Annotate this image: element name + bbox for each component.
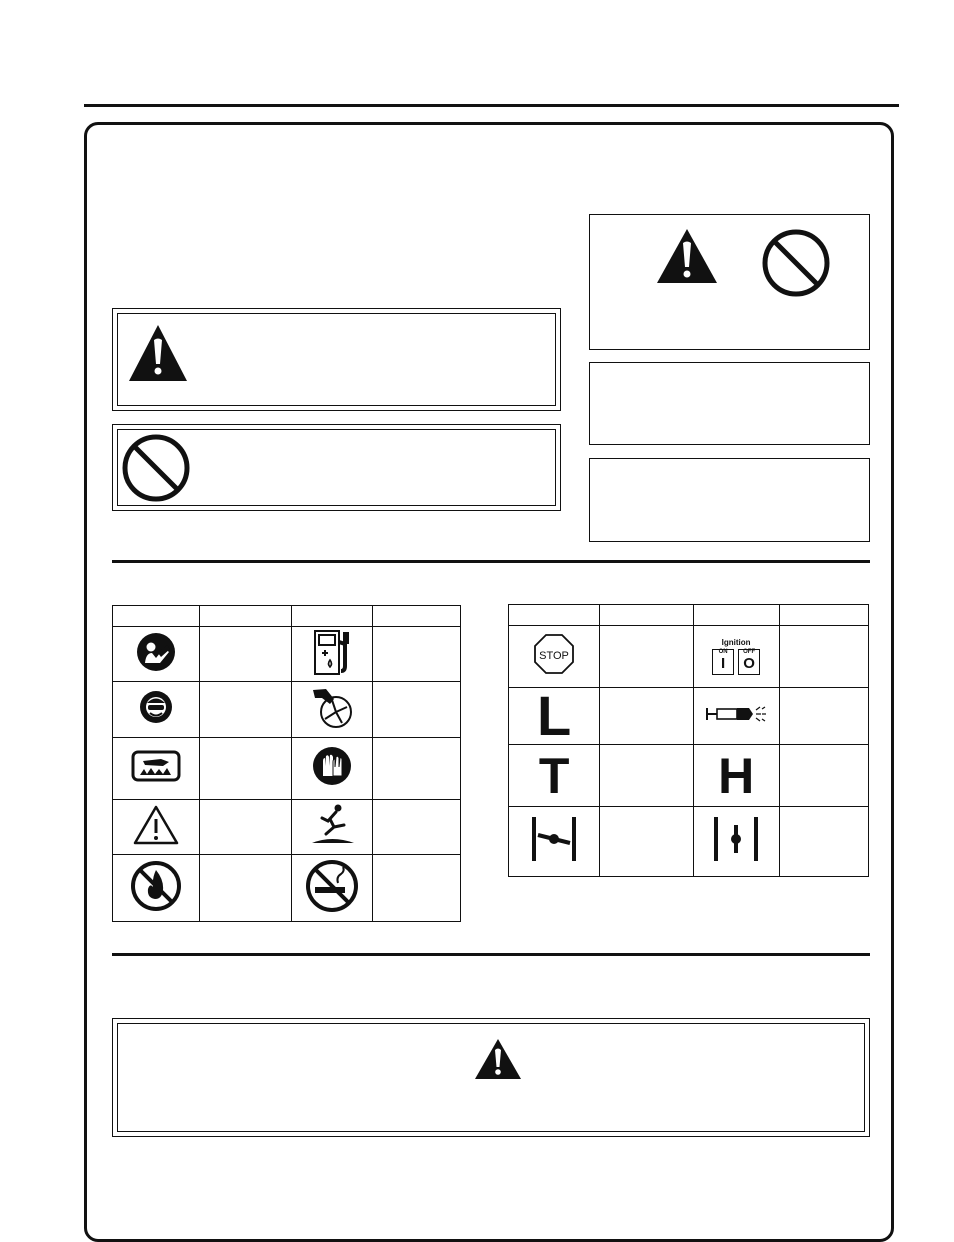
stop-text: STOP [539,650,570,662]
stop-sign-icon [533,633,575,675]
rotating-blade-hand-icon [310,685,354,729]
ignition-off-switch: OFF O [738,649,760,675]
hot-surface-icon [131,750,181,782]
ignition-cell [693,626,779,688]
symbol-label [199,800,291,855]
gloves-icon [312,746,352,786]
slip-fall-icon [308,803,356,847]
symbol-cell [291,800,372,855]
symbol-cell [291,682,372,738]
warning-triangle-icon [655,227,719,285]
fuel-pump-icon [311,628,353,676]
symbol-label [199,855,291,922]
symbol-label [372,738,460,800]
safety-symbols-table [112,605,461,922]
warning-triangle-icon [127,323,189,383]
symbol-cell [113,738,200,800]
prohibition-circle-icon [760,227,832,299]
symbol-cell [113,627,200,682]
symbol-label [372,682,460,738]
symbol-label [372,800,460,855]
signal-text-box-1 [589,362,870,445]
symbol-cell [693,807,779,877]
symbol-cell [113,682,200,738]
section-divider-1 [112,560,870,563]
symbol-cell [291,855,372,922]
read-manual-icon [136,632,176,672]
symbol-cell [291,627,372,682]
letter-h-symbol: H [693,745,779,807]
section-divider-2 [112,953,870,956]
symbol-cell [509,807,600,877]
signal-text-box-2 [589,458,870,542]
choke-open-icon [712,813,760,865]
choke-closed-icon [530,813,578,865]
control-symbols-table [508,604,869,877]
signal-icons-box [589,214,870,350]
symbol-label [199,682,291,738]
symbol-cell [291,738,372,800]
warning-triangle-icon [473,1037,523,1081]
symbol-cell [113,855,200,922]
symbol-label [372,627,460,682]
no-smoking-icon [305,859,359,913]
symbol-cell [113,800,200,855]
warning-signal-box [112,308,561,411]
primer-syringe-icon [705,703,767,725]
symbol-label [199,738,291,800]
caution-icon [133,804,179,846]
symbol-label [199,627,291,682]
bottom-warning-box [112,1018,870,1137]
symbol-label [372,855,460,922]
top-rule [84,104,899,107]
symbol-cell [693,688,779,745]
letter-l-symbol: L [509,688,600,745]
no-fire-icon [130,860,182,912]
eye-ear-protection-icon [139,690,173,724]
ignition-label: Ignition [721,638,751,647]
prohibition-signal-box [112,424,561,511]
ignition-on-switch: ON I [712,649,734,675]
letter-t-symbol: T [509,745,600,807]
symbol-cell [509,626,600,688]
prohibition-circle-icon [121,433,191,503]
